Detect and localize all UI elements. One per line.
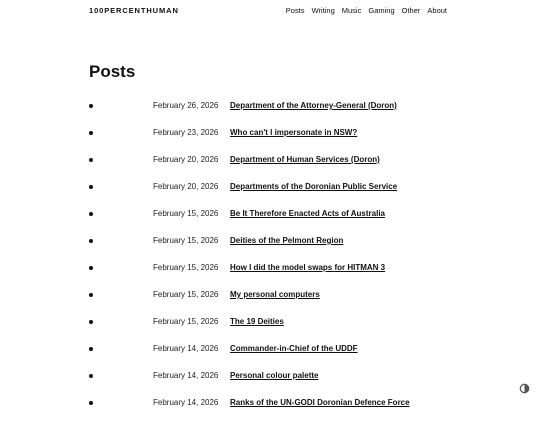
post-list-item	[89, 398, 419, 425]
post-list-item	[89, 371, 419, 398]
nav-link-gaming[interactable]: Gaming	[368, 6, 395, 15]
post-title-link[interactable]: Deities of the Pelmont Region	[230, 236, 344, 245]
post-list-item	[89, 128, 419, 155]
bullet-icon	[89, 320, 93, 324]
post-list-item	[89, 290, 419, 317]
post-title-link[interactable]: Departments of the Doronian Public Service	[230, 182, 398, 191]
post-date: February 14, 2026	[153, 398, 219, 407]
nav-link-other[interactable]: Other	[401, 6, 421, 15]
post-title-link[interactable]: Department of the Attorney-General (Doron)	[230, 101, 397, 110]
post-list-item	[89, 236, 419, 263]
post-date: February 15, 2026	[153, 263, 219, 272]
post-title-link[interactable]: Department of Human Services (Doron)	[230, 155, 380, 164]
post-date: February 26, 2026	[153, 101, 219, 110]
post-title-link[interactable]: How I did the model swaps for HITMAN 3	[230, 263, 386, 272]
nav-link-about[interactable]: About	[427, 6, 447, 15]
post-list-item	[89, 209, 419, 236]
contrast-icon	[519, 383, 530, 394]
post-title-link[interactable]: The 19 Deities	[230, 317, 284, 326]
post-date: February 15, 2026	[153, 236, 219, 245]
post-list-item	[89, 182, 419, 209]
post-list-item	[89, 344, 419, 371]
post-list-item	[89, 317, 419, 344]
bullet-icon	[89, 104, 93, 108]
bullet-icon	[89, 266, 93, 270]
post-date: February 15, 2026	[153, 290, 219, 299]
theme-toggle-button[interactable]	[519, 382, 530, 393]
post-date: February 14, 2026	[153, 371, 219, 380]
post-title-link[interactable]: My personal computers	[230, 290, 320, 299]
post-date: February 15, 2026	[153, 209, 219, 218]
post-title-link[interactable]: Be It Therefore Enacted Acts of Australia	[230, 209, 385, 218]
bullet-icon	[89, 158, 93, 162]
nav-link-writing[interactable]: Writing	[311, 6, 335, 15]
post-title-link[interactable]: Who can't I impersonate in NSW?	[230, 128, 358, 137]
page-title: Posts	[89, 62, 136, 81]
site-header	[89, 6, 449, 18]
post-title-link[interactable]: Commander-in-Chief of the UDDF	[230, 344, 358, 353]
bullet-icon	[89, 347, 93, 351]
post-list-item	[89, 101, 419, 128]
post-date: February 14, 2026	[153, 344, 219, 353]
bullet-icon	[89, 293, 93, 297]
bullet-icon	[89, 239, 93, 243]
post-list	[89, 101, 419, 425]
post-date: February 15, 2026	[153, 317, 219, 326]
bullet-icon	[89, 401, 93, 405]
post-date: February 20, 2026	[153, 155, 219, 164]
post-date: February 20, 2026	[153, 182, 219, 191]
nav-link-music[interactable]: Music	[341, 6, 362, 15]
post-list-item	[89, 155, 419, 182]
bullet-icon	[89, 131, 93, 135]
post-title-link[interactable]: Ranks of the UN-GODI Doronian Defence Force	[230, 398, 410, 407]
site-title-link[interactable]: 100PERCENTHUMAN	[89, 6, 179, 15]
bullet-icon	[89, 212, 93, 216]
nav-link-posts[interactable]: Posts	[285, 6, 305, 15]
bullet-icon	[89, 185, 93, 189]
post-date: February 23, 2026	[153, 128, 219, 137]
main-nav	[286, 6, 447, 15]
post-title-link[interactable]: Personal colour palette	[230, 371, 319, 380]
post-list-item	[89, 263, 419, 290]
bullet-icon	[89, 374, 93, 378]
